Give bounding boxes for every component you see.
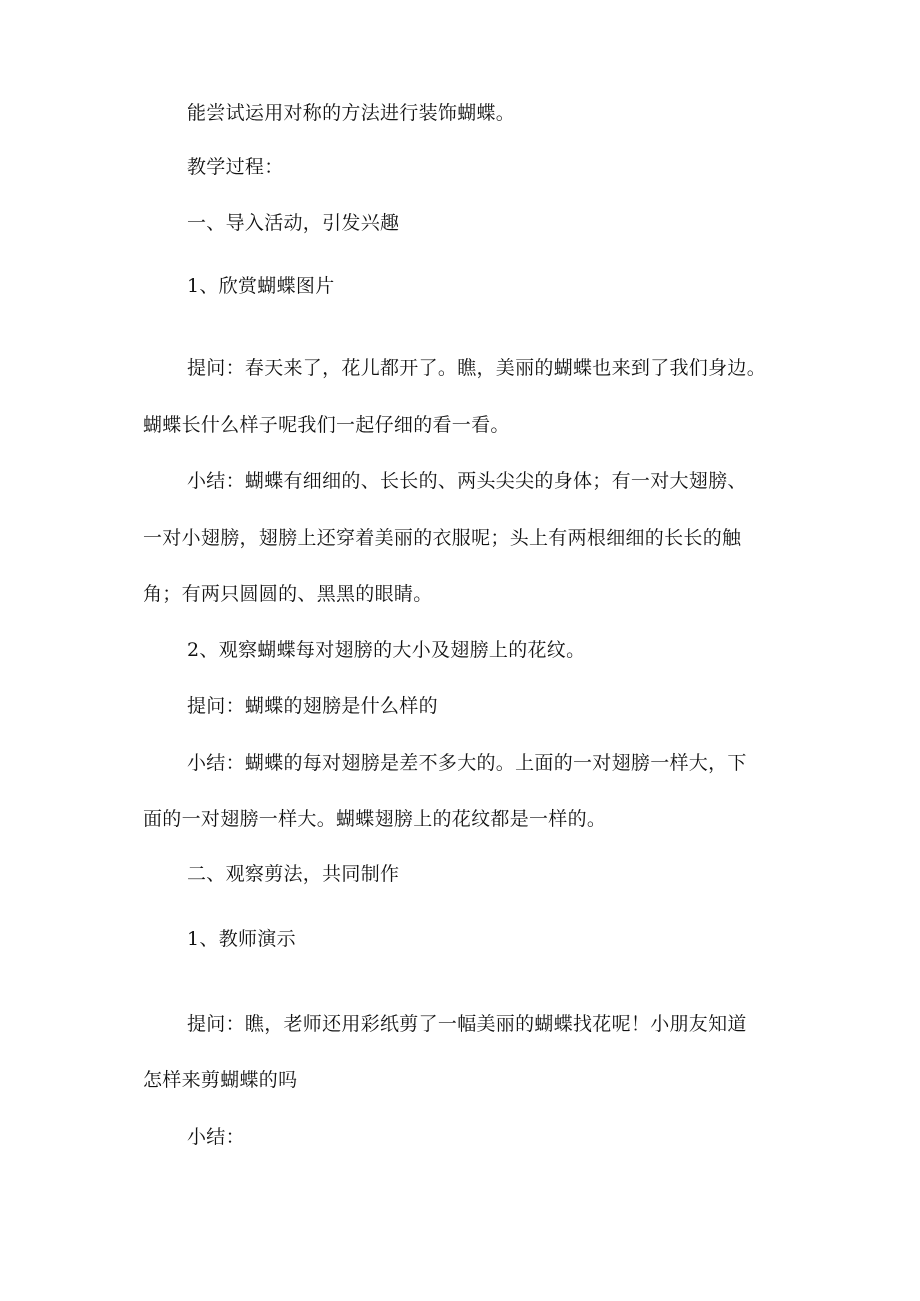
- question-paragraph-3-line-2: 怎样来剪蝴蝶的吗: [143, 1069, 298, 1091]
- summary-paragraph-1-line-1: 小结：蝴蝶有细细的、长长的、两头尖尖的身体；有一对大翅膀、: [187, 470, 747, 492]
- summary-paragraph-1-line-3: 角；有两只圆圆的、黑黑的眼睛。: [143, 583, 433, 605]
- summary-paragraph-2-line-1: 小结：蝴蝶的每对翅膀是差不多大的。上面的一对翅膀一样大，下: [187, 752, 747, 774]
- question-paragraph-1-line-1: 提问：春天来了，花儿都开了。瞧，美丽的蝴蝶也来到了我们身边。: [187, 357, 767, 379]
- summary-paragraph-1-line-2: 一对小翅膀，翅膀上还穿着美丽的衣服呢；头上有两根细细的长长的触: [143, 527, 742, 549]
- question-paragraph-1-line-2: 蝴蝶长什么样子呢我们一起仔细的看一看。: [143, 414, 510, 436]
- summary-paragraph-2-line-2: 面的一对翅膀一样大。蝴蝶翅膀上的花纹都是一样的。: [143, 808, 607, 830]
- question-paragraph-3-line-1: 提问：瞧，老师还用彩纸剪了一幅美丽的蝴蝶找花呢！小朋友知道: [187, 1013, 747, 1035]
- section-heading-teaching-process: 教学过程：: [187, 156, 284, 178]
- goal-line: 能尝试运用对称的方法进行装饰蝴蝶。: [187, 102, 516, 124]
- subsection-heading-1-2: 2、观察蝴蝶每对翅膀的大小及翅膀上的花纹。: [187, 639, 586, 661]
- subsection-heading-1-1: 1、欣赏蝴蝶图片: [187, 275, 335, 297]
- section-heading-1: 一、导入活动，引发兴趣: [187, 212, 400, 234]
- subsection-heading-2-1: 1、教师演示: [187, 928, 296, 950]
- question-paragraph-2: 提问：蝴蝶的翅膀是什么样的: [187, 695, 438, 717]
- section-heading-2: 二、观察剪法，共同制作: [187, 863, 400, 885]
- summary-paragraph-3: 小结：: [187, 1126, 245, 1148]
